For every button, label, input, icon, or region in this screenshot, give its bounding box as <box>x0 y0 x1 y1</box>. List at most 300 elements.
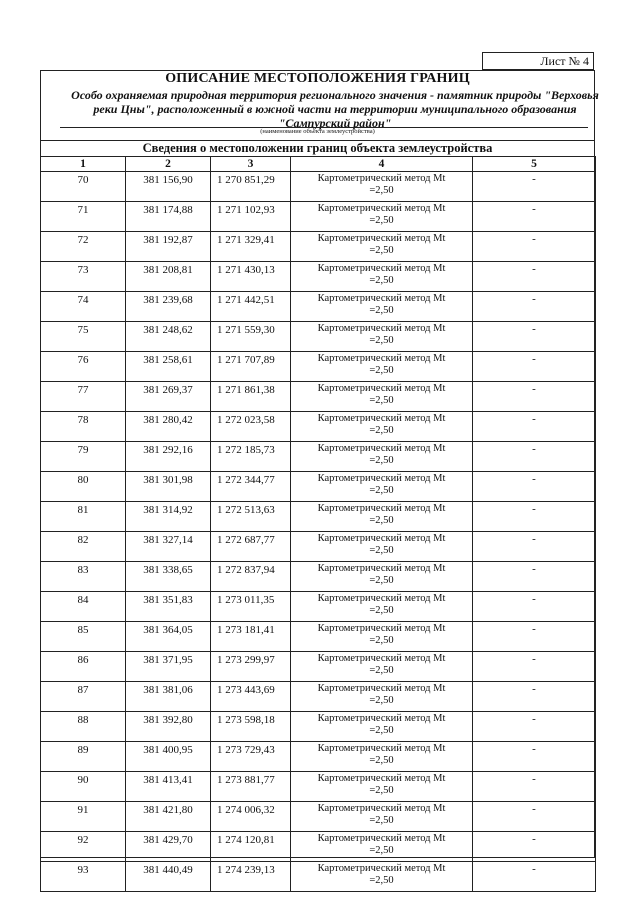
method-text: Картометрический метод Мt <box>317 443 446 454</box>
method <box>291 412 473 442</box>
coord-x-value: 381 351,83 <box>143 594 193 606</box>
point-number-value: 76 <box>77 354 89 366</box>
coord-y <box>211 412 291 442</box>
coord-y <box>211 682 291 712</box>
point-number <box>41 322 126 352</box>
method <box>291 742 473 772</box>
table-row <box>41 652 596 682</box>
coord-x-value: 381 280,42 <box>143 414 193 426</box>
coord-x <box>126 262 211 292</box>
method-text: Картометрический метод Мt <box>317 413 446 424</box>
column-header: 1 <box>41 157 126 172</box>
method-accuracy: =2,50 <box>369 845 394 856</box>
table-row <box>41 742 596 772</box>
point-number-value: 77 <box>77 384 89 396</box>
coord-y-value: 1 274 239,13 <box>217 864 275 876</box>
table-row <box>41 682 596 712</box>
point-number <box>41 502 126 532</box>
coord-y <box>211 832 291 862</box>
method <box>291 292 473 322</box>
note-value: - <box>532 743 536 755</box>
method <box>291 592 473 622</box>
coord-y <box>211 862 291 892</box>
coord-x-value: 381 327,14 <box>143 534 193 546</box>
note <box>473 322 596 352</box>
coord-y-value: 1 272 185,73 <box>217 444 275 456</box>
method-accuracy: =2,50 <box>369 425 394 436</box>
method-accuracy: =2,50 <box>369 275 394 286</box>
table-header-row <box>41 157 596 172</box>
method-text: Картометрический метод Мt <box>317 833 446 844</box>
coord-x <box>126 172 211 202</box>
method-accuracy: =2,50 <box>369 815 394 826</box>
note-value: - <box>532 353 536 365</box>
note-value: - <box>532 443 536 455</box>
coord-y <box>211 652 291 682</box>
coord-y <box>211 442 291 472</box>
note-value: - <box>532 773 536 785</box>
coord-y <box>211 592 291 622</box>
note <box>473 682 596 712</box>
coord-x <box>126 352 211 382</box>
method <box>291 172 473 202</box>
method-text: Картометрический метод Мt <box>317 623 446 634</box>
note-value: - <box>532 173 536 185</box>
method <box>291 442 473 472</box>
point-number-value: 91 <box>77 804 89 816</box>
coord-y <box>211 742 291 772</box>
coord-y-value: 1 271 102,93 <box>217 204 275 216</box>
note-value: - <box>532 833 536 845</box>
method <box>291 562 473 592</box>
point-number <box>41 532 126 562</box>
note-value: - <box>532 653 536 665</box>
table-row <box>41 262 596 292</box>
coord-x <box>126 292 211 322</box>
name-hint: (наименование объекта землеустройства) <box>260 128 375 135</box>
coord-y-value: 1 273 729,43 <box>217 744 275 756</box>
coord-x <box>126 862 211 892</box>
coord-x-value: 381 413,41 <box>143 774 193 786</box>
column-header: 5 <box>473 157 596 172</box>
method <box>291 472 473 502</box>
coord-y-value: 1 272 687,77 <box>217 534 275 546</box>
note <box>473 712 596 742</box>
coord-y-value: 1 273 011,35 <box>217 594 275 606</box>
method-accuracy: =2,50 <box>369 365 394 376</box>
coord-x <box>126 412 211 442</box>
note <box>473 742 596 772</box>
coord-y <box>211 562 291 592</box>
coord-x <box>126 682 211 712</box>
point-number <box>41 442 126 472</box>
note <box>473 502 596 532</box>
coord-y <box>211 232 291 262</box>
note <box>473 172 596 202</box>
point-number-value: 80 <box>77 474 89 486</box>
method-text: Картометрический метод Мt <box>317 773 446 784</box>
coord-y-value: 1 270 851,29 <box>217 174 275 186</box>
note <box>473 652 596 682</box>
method-text: Картометрический метод Мt <box>317 473 446 484</box>
method-accuracy: =2,50 <box>369 725 394 736</box>
method <box>291 262 473 292</box>
point-number-value: 78 <box>77 414 89 426</box>
coord-x <box>126 622 211 652</box>
point-number <box>41 652 126 682</box>
coord-x <box>126 712 211 742</box>
coord-x <box>126 382 211 412</box>
method-accuracy: =2,50 <box>369 515 394 526</box>
note <box>473 472 596 502</box>
coord-x-value: 381 440,49 <box>143 864 193 876</box>
table-row <box>41 472 596 502</box>
note <box>473 232 596 262</box>
table-row <box>41 322 596 352</box>
table-row <box>41 832 596 862</box>
method <box>291 232 473 262</box>
point-number-value: 79 <box>77 444 89 456</box>
point-number-value: 82 <box>77 534 89 546</box>
point-number <box>41 562 126 592</box>
coord-y-value: 1 271 329,41 <box>217 234 275 246</box>
method-accuracy: =2,50 <box>369 695 394 706</box>
method-accuracy: =2,50 <box>369 785 394 796</box>
coord-x-value: 381 258,61 <box>143 354 193 366</box>
method <box>291 622 473 652</box>
method-text: Картометрический метод Мt <box>317 353 446 364</box>
note-value: - <box>532 863 536 875</box>
coord-x-value: 381 314,92 <box>143 504 193 516</box>
method-accuracy: =2,50 <box>369 575 394 586</box>
method-text: Картометрический метод Мt <box>317 683 446 694</box>
coord-y <box>211 622 291 652</box>
coord-y-value: 1 272 344,77 <box>217 474 275 486</box>
method-accuracy: =2,50 <box>369 245 394 256</box>
coord-y <box>211 382 291 412</box>
point-number <box>41 712 126 742</box>
point-number <box>41 292 126 322</box>
section-title: Сведения о местоположении границ объекта землеустройства <box>142 141 493 155</box>
method <box>291 322 473 352</box>
point-number-value: 87 <box>77 684 89 696</box>
coord-y-value: 1 272 023,58 <box>217 414 275 426</box>
method-accuracy: =2,50 <box>369 635 394 646</box>
note-value: - <box>532 233 536 245</box>
method-text: Картометрический метод Мt <box>317 533 446 544</box>
point-number <box>41 412 126 442</box>
coord-x <box>126 832 211 862</box>
coord-x-value: 381 429,70 <box>143 834 193 846</box>
coord-x-value: 381 269,37 <box>143 384 193 396</box>
method-text: Картометрический метод Мt <box>317 803 446 814</box>
note <box>473 382 596 412</box>
table-row <box>41 862 596 892</box>
note-value: - <box>532 593 536 605</box>
column-header: 3 <box>211 157 291 172</box>
coord-x <box>126 322 211 352</box>
note-value: - <box>532 563 536 575</box>
point-number-value: 89 <box>77 744 89 756</box>
coord-x-value: 381 392,80 <box>143 714 193 726</box>
method-accuracy: =2,50 <box>369 485 394 496</box>
point-number-value: 92 <box>77 834 89 846</box>
method-accuracy: =2,50 <box>369 545 394 556</box>
method-text: Картометрический метод Мt <box>317 713 446 724</box>
table-row <box>41 502 596 532</box>
point-number <box>41 232 126 262</box>
method-accuracy: =2,50 <box>369 395 394 406</box>
method-accuracy: =2,50 <box>369 335 394 346</box>
method <box>291 712 473 742</box>
document-title: ОПИСАНИЕ МЕСТОПОЛОЖЕНИЯ ГРАНИЦ <box>165 71 470 86</box>
method-accuracy: =2,50 <box>369 455 394 466</box>
coord-x <box>126 472 211 502</box>
method-text: Картометрический метод Мt <box>317 203 446 214</box>
point-number-value: 70 <box>77 174 89 186</box>
method-text: Картометрический метод Мt <box>317 563 446 574</box>
point-number-value: 84 <box>77 594 89 606</box>
coord-x-value: 381 292,16 <box>143 444 193 456</box>
point-number-value: 81 <box>77 504 89 516</box>
coord-y <box>211 802 291 832</box>
method <box>291 382 473 412</box>
point-number <box>41 772 126 802</box>
coord-x <box>126 202 211 232</box>
point-number <box>41 832 126 862</box>
method-accuracy: =2,50 <box>369 215 394 226</box>
note-value: - <box>532 323 536 335</box>
coord-y-value: 1 273 299,97 <box>217 654 275 666</box>
coord-y <box>211 712 291 742</box>
table-row <box>41 622 596 652</box>
method-text: Картометрический метод Мt <box>317 293 446 304</box>
coord-x-value: 381 338,65 <box>143 564 193 576</box>
coord-y-value: 1 272 513,63 <box>217 504 275 516</box>
coord-x-value: 381 371,95 <box>143 654 193 666</box>
coord-y <box>211 292 291 322</box>
note-value: - <box>532 293 536 305</box>
note <box>473 592 596 622</box>
note <box>473 802 596 832</box>
coord-x <box>126 802 211 832</box>
point-number-value: 83 <box>77 564 89 576</box>
method-text: Картометрический метод Мt <box>317 173 446 184</box>
coord-x-value: 381 192,87 <box>143 234 193 246</box>
coord-x <box>126 532 211 562</box>
coordinates-table <box>40 156 596 892</box>
note-value: - <box>532 683 536 695</box>
table-row <box>41 592 596 622</box>
table-row <box>41 172 596 202</box>
coord-x-value: 381 364,05 <box>143 624 193 636</box>
method-text: Картометрический метод Мt <box>317 503 446 514</box>
method <box>291 682 473 712</box>
coord-y-value: 1 271 861,38 <box>217 384 275 396</box>
method-text: Картометрический метод Мt <box>317 593 446 604</box>
point-number <box>41 202 126 232</box>
method-text: Картометрический метод Мt <box>317 743 446 754</box>
coord-y <box>211 322 291 352</box>
point-number <box>41 352 126 382</box>
method <box>291 862 473 892</box>
point-number-value: 73 <box>77 264 89 276</box>
point-number-value: 88 <box>77 714 89 726</box>
table-row <box>41 442 596 472</box>
table-row <box>41 292 596 322</box>
method <box>291 352 473 382</box>
note <box>473 412 596 442</box>
method-text: Картометрический метод Мt <box>317 263 446 274</box>
note <box>473 292 596 322</box>
point-number <box>41 592 126 622</box>
point-number-value: 86 <box>77 654 89 666</box>
note-value: - <box>532 413 536 425</box>
coord-x-value: 381 248,62 <box>143 324 193 336</box>
coord-x-value: 381 156,90 <box>143 174 193 186</box>
note-value: - <box>532 623 536 635</box>
coord-y-value: 1 273 443,69 <box>217 684 275 696</box>
note-value: - <box>532 533 536 545</box>
table-row <box>41 712 596 742</box>
point-number-value: 74 <box>77 294 89 306</box>
note <box>473 442 596 472</box>
method-accuracy: =2,50 <box>369 305 394 316</box>
point-number <box>41 622 126 652</box>
coord-x <box>126 232 211 262</box>
note <box>473 262 596 292</box>
note <box>473 352 596 382</box>
coord-x <box>126 742 211 772</box>
coord-y <box>211 532 291 562</box>
note <box>473 862 596 892</box>
coord-y-value: 1 271 442,51 <box>217 294 275 306</box>
point-number <box>41 742 126 772</box>
coord-y-value: 1 271 707,89 <box>217 354 275 366</box>
method-text: Картометрический метод Мt <box>317 653 446 664</box>
note-value: - <box>532 473 536 485</box>
method-text: Картометрический метод Мt <box>317 863 446 874</box>
point-number-value: 93 <box>77 864 89 876</box>
note <box>473 202 596 232</box>
coord-x-value: 381 208,81 <box>143 264 193 276</box>
point-number <box>41 862 126 892</box>
note-value: - <box>532 383 536 395</box>
method-text: Картометрический метод Мt <box>317 383 446 394</box>
point-number <box>41 682 126 712</box>
coord-y-value: 1 273 181,41 <box>217 624 275 636</box>
method <box>291 802 473 832</box>
coord-y-value: 1 272 837,94 <box>217 564 275 576</box>
table-row <box>41 772 596 802</box>
coord-y <box>211 262 291 292</box>
note <box>473 622 596 652</box>
coord-x-value: 381 239,68 <box>143 294 193 306</box>
table-row <box>41 352 596 382</box>
point-number-value: 72 <box>77 234 89 246</box>
coord-x <box>126 652 211 682</box>
note-value: - <box>532 263 536 275</box>
coord-x <box>126 592 211 622</box>
method-accuracy: =2,50 <box>369 665 394 676</box>
point-number-value: 75 <box>77 324 89 336</box>
table-row <box>41 532 596 562</box>
method <box>291 202 473 232</box>
note <box>473 832 596 862</box>
table-row <box>41 382 596 412</box>
method-text: Картометрический метод Мt <box>317 323 446 334</box>
point-number <box>41 262 126 292</box>
point-number <box>41 172 126 202</box>
note <box>473 532 596 562</box>
coord-y-value: 1 273 881,77 <box>217 774 275 786</box>
method-accuracy: =2,50 <box>369 185 394 196</box>
table-row <box>41 412 596 442</box>
note-value: - <box>532 803 536 815</box>
column-header: 4 <box>291 157 473 172</box>
coord-y <box>211 502 291 532</box>
document-subtitle: Особо охраняемая природная территория регионального значения - памятник природы "Верховья реки Цны", расположенный в южной части на территории муниципального образования "Сампурский район" <box>71 88 599 130</box>
note-value: - <box>532 713 536 725</box>
coord-x-value: 381 400,95 <box>143 744 193 756</box>
coord-y-value: 1 273 598,18 <box>217 714 275 726</box>
coord-x-value: 381 301,98 <box>143 474 193 486</box>
coord-x <box>126 442 211 472</box>
method <box>291 532 473 562</box>
coord-y-value: 1 274 006,32 <box>217 804 275 816</box>
coord-y <box>211 472 291 502</box>
method-accuracy: =2,50 <box>369 875 394 886</box>
coord-x <box>126 562 211 592</box>
point-number-value: 71 <box>77 204 89 216</box>
note-value: - <box>532 503 536 515</box>
coord-x-value: 381 174,88 <box>143 204 193 216</box>
point-number <box>41 472 126 502</box>
method-accuracy: =2,50 <box>369 605 394 616</box>
coord-x <box>126 772 211 802</box>
method-accuracy: =2,50 <box>369 755 394 766</box>
coord-y <box>211 772 291 802</box>
table-row <box>41 202 596 232</box>
coord-x-value: 381 381,06 <box>143 684 193 696</box>
method <box>291 502 473 532</box>
column-header: 2 <box>126 157 211 172</box>
note <box>473 772 596 802</box>
note <box>473 562 596 592</box>
table-row <box>41 232 596 262</box>
coord-x <box>126 502 211 532</box>
point-number <box>41 802 126 832</box>
table-row <box>41 802 596 832</box>
coord-y-value: 1 274 120,81 <box>217 834 275 846</box>
coord-x-value: 381 421,80 <box>143 804 193 816</box>
method <box>291 832 473 862</box>
point-number <box>41 382 126 412</box>
point-number-value: 85 <box>77 624 89 636</box>
note-value: - <box>532 203 536 215</box>
point-number-value: 90 <box>77 774 89 786</box>
sheet-number: Лист № 4 <box>482 52 594 70</box>
coord-y-value: 1 271 559,30 <box>217 324 275 336</box>
method-text: Картометрический метод Мt <box>317 233 446 244</box>
coord-y <box>211 172 291 202</box>
coord-y <box>211 352 291 382</box>
coord-y <box>211 202 291 232</box>
table-row <box>41 562 596 592</box>
method <box>291 772 473 802</box>
method <box>291 652 473 682</box>
coord-y-value: 1 271 430,13 <box>217 264 275 276</box>
